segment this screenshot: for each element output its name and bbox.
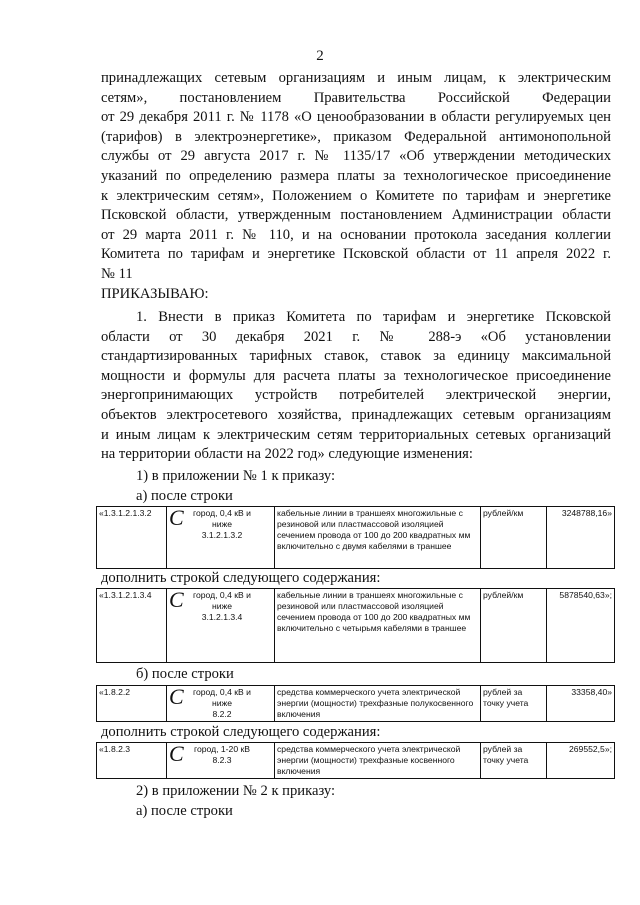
text-line: принадлежащих сетевым организациям и иным лицам, к электрическим [101, 70, 611, 86]
row-code: «1.3.1.2.1.3.2 [97, 507, 167, 569]
row-code: «1.3.1.2.1.3.4 [97, 589, 167, 663]
text-line: (тарифов) в электроэнергетике», приказом Федеральной антимонопольной [101, 128, 611, 145]
row-category-cell [167, 686, 275, 722]
add-row-text-2: дополнить строкой следующего содержания: [101, 724, 381, 740]
text-line: 1. Внести в приказ Комитета по тарифам и энергетике Псковской [136, 309, 611, 325]
row-category: город, 0,4 кВ и ниже [193, 687, 251, 708]
text-line: Комитета по тарифам и энергетике Псковской области от 11 апреля 2022 г. [101, 246, 611, 263]
row-subcode: 3.1.2.1.3.4 [201, 612, 243, 622]
text-line: к электрическим сетям», Положением о Комитете по тарифам и энергетике [101, 187, 611, 204]
order-word: ПРИКАЗЫВАЮ: [101, 286, 209, 302]
tariff-row-1 [96, 506, 615, 569]
row-value: 269552,5»; [547, 743, 615, 779]
tariff-row-3 [96, 685, 615, 722]
row-code: «1.8.2.3 [97, 743, 167, 779]
row-subcode: 3.1.2.1.3.2 [201, 530, 243, 540]
row-description: средства коммерческого учета электрической энергии (мощности) трехфазные полукосвенного включения [275, 686, 481, 722]
text-line: мощности и формулы для расчета платы за технологическое присоединение [101, 367, 611, 384]
row-code: «1.8.2.2 [97, 686, 167, 722]
row-value: 3248788,16» [547, 507, 615, 569]
row-category: город, 0,4 кВ и ниже [193, 508, 251, 529]
text-line: от 29 декабря 2011 г. № 1178 «О ценообразовании в области регулируемых цен [101, 109, 611, 126]
row-category: город, 1-20 кВ [194, 744, 250, 754]
text-line: на территории области на 2022 год» следующие изменения: [101, 446, 473, 463]
row-unit: рублей за точку учета [481, 743, 547, 779]
text-line: службы от 29 августа 2017 г. № 1135/17 «Об утверждении методических [101, 148, 611, 165]
text-line: № 11 [101, 266, 133, 282]
text-line: от 29 марта 2011 г. № 110, и на основании протокола заседания коллегии [101, 226, 611, 243]
row-category: город, 0,4 кВ и ниже [193, 590, 251, 611]
tariff-row-2 [96, 588, 615, 663]
add-row-text-1: дополнить строкой следующего содержания: [101, 570, 381, 586]
row-value: 33358,40» [547, 686, 615, 722]
text-line: области от 30 декабря 2021 г. № 288-э «Об установлении [101, 328, 611, 345]
text-line: энергопринимающих устройств потребителей электрической энергии, [101, 387, 611, 404]
item-2a-heading: а) после строки [136, 803, 233, 819]
tariff-row-4 [96, 742, 615, 779]
row-subcode: 8.2.3 [212, 755, 232, 765]
row-unit: рублей за точку учета [481, 686, 547, 722]
row-unit: рублей/км [481, 589, 547, 663]
symbol-c: С [169, 506, 184, 530]
symbol-c: С [169, 742, 184, 766]
text-line: объектов электросетевого хозяйства, принадлежащих сетевым организациям [101, 407, 611, 423]
row-description: кабельные линии в траншеях многожильные с резиновой или пластмассовой изоляцией сечением провода от 100 до 200 квадратных мм включительно с четырьмя кабелями в траншее [275, 589, 481, 663]
text-line: и иным лицам к электрическим сетям территориальных сетевых организаций [101, 426, 611, 443]
text-line: сетям», постановлением Правительства Российской Федерации [101, 89, 611, 106]
text-line: Псковской области, утвержденным постановлением Администрации области [101, 207, 611, 224]
symbol-c: С [169, 685, 184, 709]
item-1-heading: 1) в приложении № 1 к приказу: [136, 468, 336, 484]
row-category-cell [167, 743, 275, 779]
item-2-heading: 2) в приложении № 2 к приказу: [136, 783, 336, 799]
text-line: стандартизированных тарифных ставок, ставок за единицу максимальной [101, 348, 611, 365]
page-number: 2 [316, 48, 324, 64]
row-unit: рублей/км [481, 507, 547, 569]
row-value: 5878540,63»; [547, 589, 615, 663]
text-line: указаний по определению размера платы за технологическое присоединение [101, 168, 611, 184]
row-subcode: 8.2.2 [212, 709, 232, 719]
row-description: средства коммерческого учета электрической энергии (мощности) трехфазные косвенного включения [275, 743, 481, 779]
item-1b-heading: б) после строки [136, 666, 234, 682]
row-category-cell [167, 589, 275, 663]
symbol-c: С [169, 588, 184, 612]
item-1a-heading: а) после строки [136, 488, 233, 504]
row-description: кабельные линии в траншеях многожильные с резиновой или пластмассовой изоляцией сечением провода от 100 до 200 квадратных мм включительно с двумя кабелями в траншее [275, 507, 481, 569]
row-category-cell [167, 507, 275, 569]
